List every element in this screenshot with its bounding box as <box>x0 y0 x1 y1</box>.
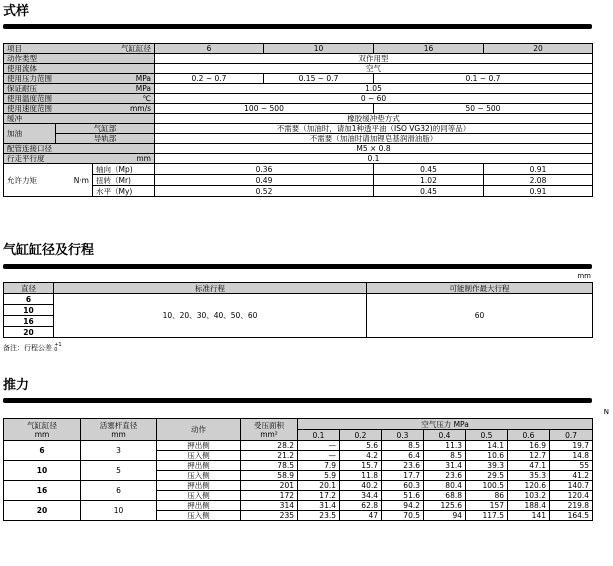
force-value: 157 <box>466 501 508 511</box>
force-value: 39.3 <box>466 461 508 471</box>
force-value: 141 <box>508 511 550 521</box>
section-rule <box>3 264 592 269</box>
force-value: 14.1 <box>466 441 508 451</box>
spec-header-row <box>4 44 593 54</box>
moment-value: 0.45 <box>374 186 484 197</box>
force-bore: 6 <box>4 441 81 461</box>
spec-header-bore: 气缸缸径 <box>56 44 155 54</box>
moment-value: 1.02 <box>374 175 484 186</box>
spec-value: 空气 <box>155 64 593 74</box>
section-rule <box>3 24 592 29</box>
stroke-header: 可能制作最大行程 <box>367 283 593 294</box>
pressure-value: 0.3 <box>382 430 424 441</box>
spec-sublabel: 气缸部 <box>56 124 155 134</box>
force-action: 押出侧 <box>157 481 241 491</box>
force-value: 5.6 <box>340 441 382 451</box>
force-value: 120.6 <box>508 481 550 491</box>
spec-table <box>3 43 593 197</box>
pressure-value: 0.1 <box>298 430 340 441</box>
spec-size: 6 <box>155 44 264 54</box>
force-area-unit: mm² <box>260 429 278 439</box>
force-value: 68.8 <box>424 491 466 501</box>
force-value: 125.6 <box>424 501 466 511</box>
spec-unit: N·m <box>56 164 93 197</box>
force-value: 60.3 <box>382 481 424 491</box>
force-table <box>3 418 593 521</box>
force-value: 11.8 <box>340 471 382 481</box>
spec-unit: ℃ <box>93 94 155 104</box>
moment-value: 0.36 <box>155 164 374 175</box>
force-value: 8.5 <box>424 451 466 461</box>
force-area: 314 <box>241 501 298 511</box>
force-value: 140.7 <box>550 481 593 491</box>
spec-value: 1.05 <box>155 84 593 94</box>
spec-unit: MPa <box>93 74 155 84</box>
force-value: 23.6 <box>382 461 424 471</box>
stroke-bore: 6 <box>4 294 54 305</box>
spec-value: M5 × 0.8 <box>155 144 593 154</box>
spec-header-label: 项目 <box>4 44 56 54</box>
force-bore: 20 <box>4 501 81 521</box>
moment-value: 0.91 <box>484 164 593 175</box>
force-value: 31.4 <box>424 461 466 471</box>
force-value: 4.2 <box>340 451 382 461</box>
force-area: 235 <box>241 511 298 521</box>
force-value: 29.5 <box>466 471 508 481</box>
force-value: 17.2 <box>298 491 340 501</box>
stroke-header: 直径 <box>4 283 54 294</box>
force-value: 47.1 <box>508 461 550 471</box>
force-action: 压入侧 <box>157 511 241 521</box>
force-bore: 16 <box>4 481 81 501</box>
stroke-bore: 16 <box>4 316 54 327</box>
force-rod: 6 <box>81 481 157 501</box>
force-value: 94.2 <box>382 501 424 511</box>
stroke-note <box>3 343 62 353</box>
stroke-table <box>3 282 593 338</box>
force-area: 201 <box>241 481 298 491</box>
section-title-stroke: 气缸缸径及行程 <box>3 243 95 258</box>
stroke-unit: mm <box>577 272 591 280</box>
force-action: 压入侧 <box>157 471 241 481</box>
force-value: 23.5 <box>298 511 340 521</box>
force-value: 8.5 <box>382 441 424 451</box>
force-value: 5.9 <box>298 471 340 481</box>
spec-label: 缓冲 <box>4 114 155 124</box>
spec-label: 加油 <box>4 124 56 144</box>
force-value: 19.7 <box>550 441 593 451</box>
spec-value: 50 ~ 500 <box>374 104 593 114</box>
force-value: 34.4 <box>340 491 382 501</box>
table-row <box>4 501 593 511</box>
force-value: 16.9 <box>508 441 550 451</box>
moment-value: 0.91 <box>484 186 593 197</box>
spec-unit: mm/s <box>93 104 155 114</box>
spec-sublabel: 导轨部 <box>56 134 155 144</box>
force-value: 55 <box>550 461 593 471</box>
spec-value: 不需要（加油时请加锂皂基润滑油脂） <box>155 134 593 144</box>
force-value: — <box>298 441 340 451</box>
force-value: 86 <box>466 491 508 501</box>
tol-minus: 0 <box>54 347 58 353</box>
spec-value: 双作用型 <box>155 54 593 64</box>
moment-value: 2.08 <box>484 175 593 186</box>
force-bore-unit: mm <box>34 429 50 439</box>
section-title-force: 推力 <box>3 378 30 393</box>
force-value: 70.5 <box>382 511 424 521</box>
force-value: 15.7 <box>340 461 382 471</box>
force-value: 41.2 <box>550 471 593 481</box>
force-action: 压入侧 <box>157 451 241 461</box>
force-rod: 5 <box>81 461 157 481</box>
force-value: 188.4 <box>508 501 550 511</box>
stroke-max: 60 <box>367 294 593 338</box>
table-row <box>4 441 593 451</box>
spec-label: 使用温度范围 <box>4 94 93 104</box>
spec-label: 使用速度范围 <box>4 104 93 114</box>
force-header-area <box>241 419 298 441</box>
force-value: 10.6 <box>466 451 508 461</box>
force-area: 28.2 <box>241 441 298 451</box>
force-value: 35.3 <box>508 471 550 481</box>
stroke-tolerance <box>54 343 61 353</box>
force-header-action: 动作 <box>157 419 241 441</box>
force-value: 11.3 <box>424 441 466 451</box>
stroke-standard: 10、20、30、40、50、60 <box>54 294 367 338</box>
force-value: 12.7 <box>508 451 550 461</box>
moment-label: 水平（My) <box>93 186 155 197</box>
force-value: 103.2 <box>508 491 550 501</box>
force-value: 62.8 <box>340 501 382 511</box>
force-value: 80.4 <box>424 481 466 491</box>
force-header-rod <box>81 419 157 441</box>
spec-value: 0.2 ~ 0.7 <box>155 74 264 84</box>
spec-value: 0 ~ 60 <box>155 94 593 104</box>
moment-label: 轴向（Mp) <box>93 164 155 175</box>
force-value: 47 <box>340 511 382 521</box>
stroke-bore: 20 <box>4 327 54 338</box>
force-value: 94 <box>424 511 466 521</box>
force-value: 120.4 <box>550 491 593 501</box>
pressure-value: 0.2 <box>340 430 382 441</box>
force-area-title: 受压面积 <box>254 420 284 430</box>
force-header-bore <box>4 419 81 441</box>
force-action: 押出侧 <box>157 441 241 451</box>
force-value: 20.1 <box>298 481 340 491</box>
spec-value: 橡胶缓冲垫方式 <box>155 114 593 124</box>
stroke-bore: 10 <box>4 305 54 316</box>
spec-unit: MPa <box>93 84 155 94</box>
table-row <box>4 481 593 491</box>
spec-size: 10 <box>264 44 374 54</box>
force-value: 40.2 <box>340 481 382 491</box>
table-row <box>4 461 593 471</box>
force-value: 17.7 <box>382 471 424 481</box>
spec-label: 行走平行度 <box>4 154 93 164</box>
stroke-header: 标准行程 <box>54 283 367 294</box>
force-value: 219.8 <box>550 501 593 511</box>
pressure-value: 0.5 <box>466 430 508 441</box>
force-rod-unit: mm <box>111 429 126 439</box>
force-area: 21.2 <box>241 451 298 461</box>
spec-label: 保证耐压 <box>4 84 93 94</box>
spec-value: 不需要（加油时，请加1种透平油（ISO VG32)的同等品） <box>155 124 593 134</box>
force-value: — <box>298 451 340 461</box>
force-header-pressure: 空气压力 MPa <box>298 419 593 430</box>
pressure-value: 0.7 <box>550 430 593 441</box>
force-value: 164.5 <box>550 511 593 521</box>
force-area: 58.9 <box>241 471 298 481</box>
section-rule <box>3 398 592 403</box>
force-area: 78.5 <box>241 461 298 471</box>
force-rod: 10 <box>81 501 157 521</box>
force-value: 14.8 <box>550 451 593 461</box>
force-action: 押出侧 <box>157 501 241 511</box>
spec-value: 0.1 <box>155 154 593 164</box>
pressure-value: 0.4 <box>424 430 466 441</box>
force-rod-title: 活塞杆直径 <box>99 420 138 430</box>
moment-label: 扭转（Mr) <box>93 175 155 186</box>
spec-value: 100 ~ 500 <box>155 104 374 114</box>
force-bore: 10 <box>4 461 81 481</box>
force-rod: 3 <box>81 441 157 461</box>
force-area: 172 <box>241 491 298 501</box>
force-value: 6.4 <box>382 451 424 461</box>
force-action: 压入侧 <box>157 491 241 501</box>
moment-value: 0.49 <box>155 175 374 186</box>
force-value: 117.5 <box>466 511 508 521</box>
stroke-note-text: 备注：行程公差 <box>3 344 55 352</box>
spec-size: 20 <box>484 44 593 54</box>
force-value: 31.4 <box>298 501 340 511</box>
force-bore-title: 气缸缸径 <box>27 420 57 430</box>
force-value: 7.9 <box>298 461 340 471</box>
spec-size: 16 <box>374 44 484 54</box>
spec-label: 配管连接口径 <box>4 144 155 154</box>
spec-label: 动作类型 <box>4 54 155 64</box>
pressure-value: 0.6 <box>508 430 550 441</box>
force-value: 51.6 <box>382 491 424 501</box>
force-value: 100.5 <box>466 481 508 491</box>
moment-value: 0.45 <box>374 164 484 175</box>
spec-label: 使用压力范围 <box>4 74 93 84</box>
force-action: 押出侧 <box>157 461 241 471</box>
spec-label: 允许力矩 <box>4 164 56 197</box>
moment-value: 0.52 <box>155 186 374 197</box>
tol-plus: +1 <box>54 342 62 348</box>
spec-value: 0.1 ~ 0.7 <box>374 74 593 84</box>
section-title-spec: 式样 <box>3 4 30 19</box>
spec-unit: mm <box>93 154 155 164</box>
force-value: 23.6 <box>424 471 466 481</box>
spec-value: 0.15 ~ 0.7 <box>264 74 374 84</box>
force-unit: N <box>603 408 609 416</box>
spec-label: 使用流体 <box>4 64 155 74</box>
